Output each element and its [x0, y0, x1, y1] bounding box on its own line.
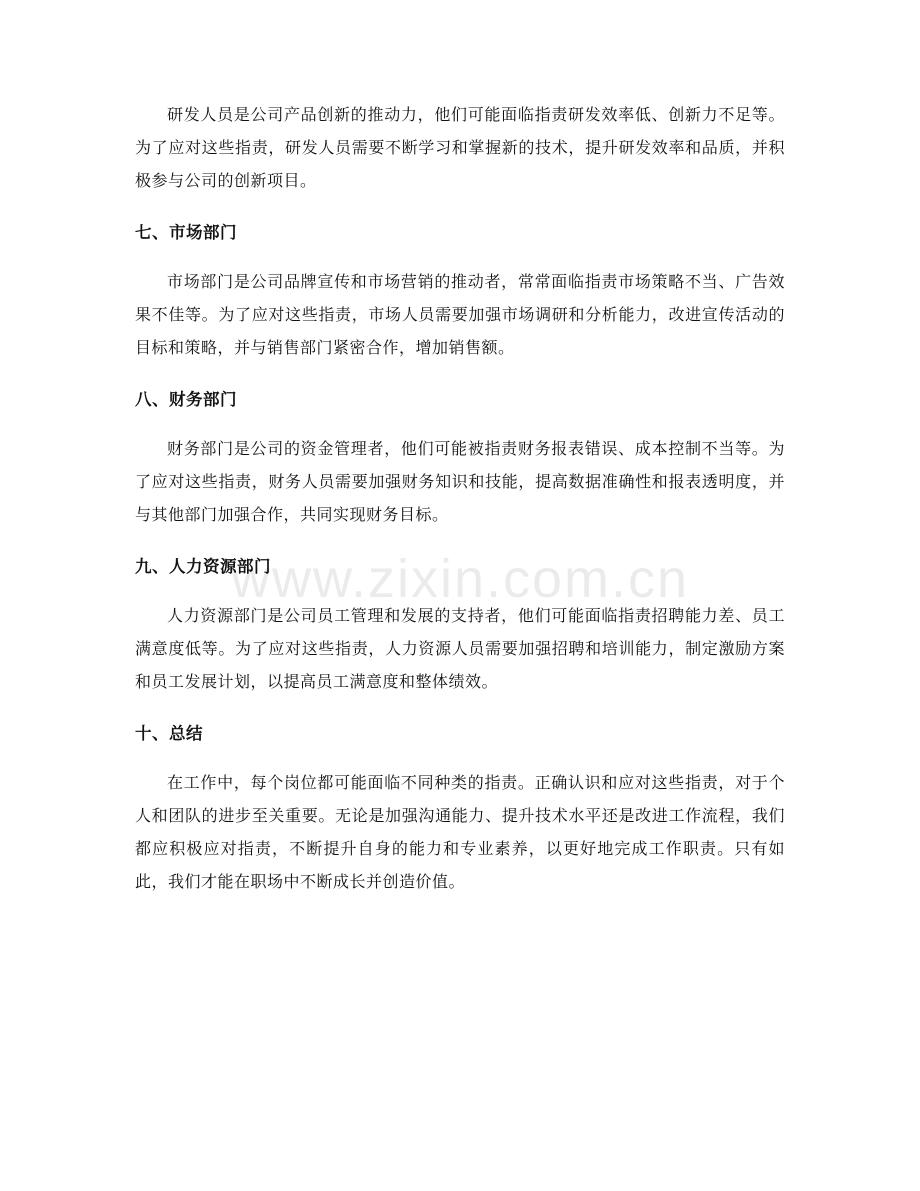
- intro-paragraph: 研发人员是公司产品创新的推动力，他们可能面临指责研发效率低、创新力不足等。为了应对这些指责，研发人员需要不断学习和掌握新的技术，提升研发效率和品质，并积极参与公司的创新项目。: [135, 105, 785, 190]
- section-paragraph-summary: 在工作中，每个岗位都可能面临不同种类的指责。正确认识和应对这些指责，对于个人和团队的进步至关重要。无论是加强沟通能力、提升技术水平还是改进工作流程，我们都应积极应对指责，不断提升自身的能力和专业素养，以更好地完成工作职责。只有如此，我们才能在职场中不断成长并创造价值。: [135, 773, 785, 891]
- section-heading-hr: 九、人力资源部门: [135, 557, 271, 576]
- document-body: [135, 98, 785, 898]
- watermark: www.zixin.com.cn: [230, 549, 690, 609]
- section-heading-summary: 十、总结: [135, 724, 203, 743]
- section-paragraph-market: 市场部门是公司品牌宣传和市场营销的推动者，常常面临指责市场策略不当、广告效果不佳等。为了应对这些指责，市场人员需要加强市场调研和分析能力，改进宣传活动的目标和策略，并与销售部门紧密合作，增加销售额。: [135, 272, 785, 357]
- section-heading-market: 七、市场部门: [135, 223, 237, 242]
- section-paragraph-hr: 人力资源部门是公司员工管理和发展的支持者，他们可能面临指责招聘能力差、员工满意度低等。为了应对这些指责，人力资源人员需要加强招聘和培训能力，制定激励方案和员工发展计划，以提高员工满意度和整体绩效。: [135, 606, 785, 691]
- section-paragraph-finance: 财务部门是公司的资金管理者，他们可能被指责财务报表错误、成本控制不当等。为了应对这些指责，财务人员需要加强财务知识和技能，提高数据准确性和报表透明度，并与其他部门加强合作，共同实现财务目标。: [135, 439, 785, 524]
- section-heading-finance: 八、财务部门: [135, 390, 237, 409]
